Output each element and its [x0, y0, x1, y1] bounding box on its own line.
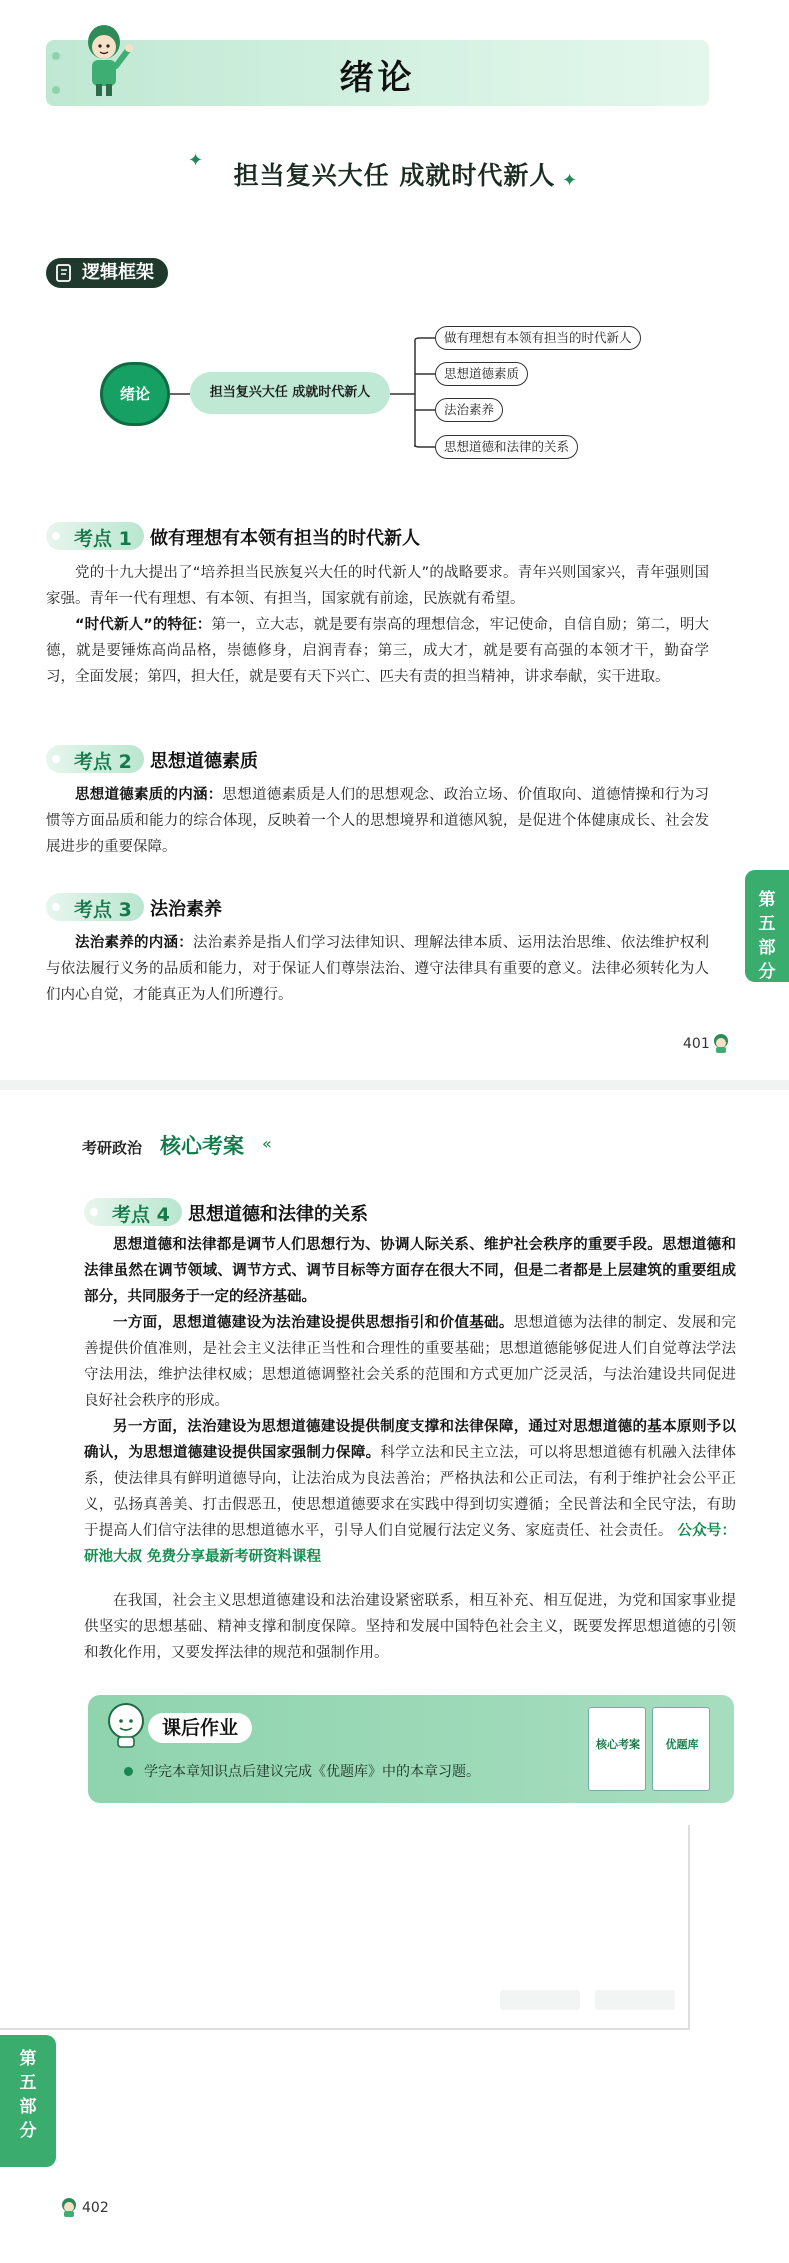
paragraph: 一方面，思想道德建设为法治建设提供思想指引和价值基础。思想道德为法律的制定、发展和完善提供价值准则，是社会主义法律正当性和合理性的重要基础；思想道德能够促进人们自觉尊法学法守法用法，维护法律权威；思想道德调整社会关系的范围和方式更加广泛灵活，与法治建设共同促进良好社会秩序的形成。 — [84, 1315, 736, 1409]
paragraph: 思想道德素质的内涵：思想道德素质是人们的思想观念、政治立场、价值取向、道德情操和行为习惯等方面品质和能力的综合体现，反映着一个人的思想境界和道德风貌，是促进个体健康成长、社会发展进步的重要保障。 — [46, 787, 709, 855]
mascot-head-icon — [104, 1701, 148, 1749]
paragraph: 党的十九大提出了“培养担当民族复兴大任的时代新人”的战略要求。青年兴则国家兴，青年强则国家强。青年一代有理想、有本领、有担当，国家就有前途，民族就有希望。 — [46, 565, 709, 607]
kaodian-title: 做有理想有本领有担当的时代新人 — [150, 528, 420, 549]
chevron-left-icon: « — [262, 1134, 272, 1153]
ghost-block — [500, 1990, 580, 2010]
mindmap-leaf-node: 法治素养 — [435, 398, 503, 422]
kaodian-label: 考点 1 — [74, 528, 132, 550]
mindmap-leaf-node: 思想道德和法律的关系 — [435, 435, 578, 459]
wechat-note: 公众号：研池大叔 免费分享最新考研资料课程 — [84, 1523, 737, 1565]
book-covers — [588, 1707, 718, 1793]
bullet-icon — [124, 1767, 133, 1776]
mindmap-leaf-node: 思想道德素质 — [435, 362, 528, 386]
paragraph: 法治素养的内涵：法治素养是指人们学习法律知识、理解法律本质、运用法治思维、依法维护权利与依法履行义务的品质和能力，对于保证人们尊崇法治、遵守法律具有重要的意义。法律必须转化为人们内心自觉，才能真正为人们所遵行。 — [46, 935, 709, 1003]
kaodian-title: 思想道德和法律的关系 — [188, 1204, 368, 1225]
homework-heading: 课后作业 — [148, 1713, 252, 1743]
kaodian-label: 考点 3 — [74, 899, 132, 921]
kaodian-label: 考点 4 — [112, 1204, 170, 1226]
sparkle-icon: ✦ — [562, 170, 578, 191]
mindmap-leaf-node: 做有理想有本领有担当的时代新人 — [435, 326, 641, 350]
ghost-block — [595, 1990, 675, 2010]
paragraph: 另一方面，法治建设为思想道德建设提供制度支撑和法律保障，通过对思想道德的基本原则予以确认，为思想道德建设提供国家强制力保障。科学立法和民主立法，可以将思想道德有机融入法律体系，使法律具有鲜明道德导向，让法治成为良法善治；严格执法和公正司法，有利于维护社会公平正义，弘扬真善美、打击假恶丑，使思想道德要求在实践中得到切实遵循；全民普法和全民守法，有助于提高人们信守法律的思想道德水平，引导人们自觉履行法定义务、家庭责任、社会责任。 公众号：研池大叔 免费分享最新考研资料课程 — [84, 1419, 737, 1565]
kaodian-title: 法治素养 — [150, 899, 222, 920]
mindmap-root-node: 绪论 — [100, 362, 170, 426]
homework-box — [88, 1695, 734, 1803]
chapter-title: 绪论 — [339, 58, 416, 98]
paragraph: 思想道德和法律都是调节人们思想行为、协调人际关系、维护社会秩序的重要手段。思想道德和法律虽然在调节领域、调节方式、调节目标等方面存在很大不同，但是二者都是上层建筑的重要组成部分，共同服务于一定的经济基础。 — [84, 1237, 736, 1305]
book-cover: 优题库 — [652, 1707, 710, 1791]
chapter-title-banner — [46, 40, 709, 106]
book-cover: 核心考案 — [588, 1707, 646, 1791]
notebook-icon — [54, 263, 74, 283]
paragraph: 在我国，社会主义思想道德建设和法治建设紧密联系，相互补充、相互促进，为党和国家事业提供坚实的思想基础、精神支撑和制度保障。坚持和发展中国特色社会主义，既要发挥思想道德的引领和教化作用，又要发挥法律的规范和强制作用。 — [84, 1593, 736, 1661]
sparkle-icon: ✦ — [188, 150, 204, 171]
mini-mascot-icon — [710, 1032, 732, 1054]
brand-prefix: 考研政治 — [82, 1139, 143, 1157]
section-label-logic-framework — [46, 258, 168, 288]
chapter-subtitle: 担当复兴大任 成就时代新人 — [233, 161, 556, 190]
brand-title: 核心考案 — [160, 1134, 244, 1158]
mascot-icon — [76, 20, 136, 100]
kaodian-label: 考点 2 — [74, 751, 132, 773]
mindmap-middle-node: 担当复兴大任 成就时代新人 — [190, 372, 390, 414]
page-401 — [0, 0, 789, 1080]
mini-mascot-icon — [58, 2196, 80, 2218]
paragraph: “时代新人”的特征：第一，立大志，就是要有崇高的理想信念，牢记使命，自信自励；第二，明大德，就是要锤炼高尚品格，崇德修身，启润青春；第三，成大才，就是要有高强的本领才干，勤奋学习，全面发展；第四，担大任，就是要有天下兴亡、匹夫有责的担当精神，讲求奉献，实干进取。 — [46, 617, 710, 685]
homework-item: 学完本章知识点后建议完成《优题库》中的本章习题。 — [144, 1764, 480, 1780]
page-number: 402 — [82, 2200, 109, 2216]
page-402 — [0, 1090, 789, 2263]
part-five-side-tab[interactable]: 第 五 部 分 — [745, 870, 789, 982]
part-five-side-tab[interactable]: 第 五 部 分 — [0, 2035, 56, 2167]
kaodian-title: 思想道德素质 — [150, 751, 258, 772]
section-label-text: 逻辑框架 — [82, 262, 154, 283]
page-number: 401 — [683, 1036, 710, 1052]
blank-panel — [0, 1825, 690, 2030]
